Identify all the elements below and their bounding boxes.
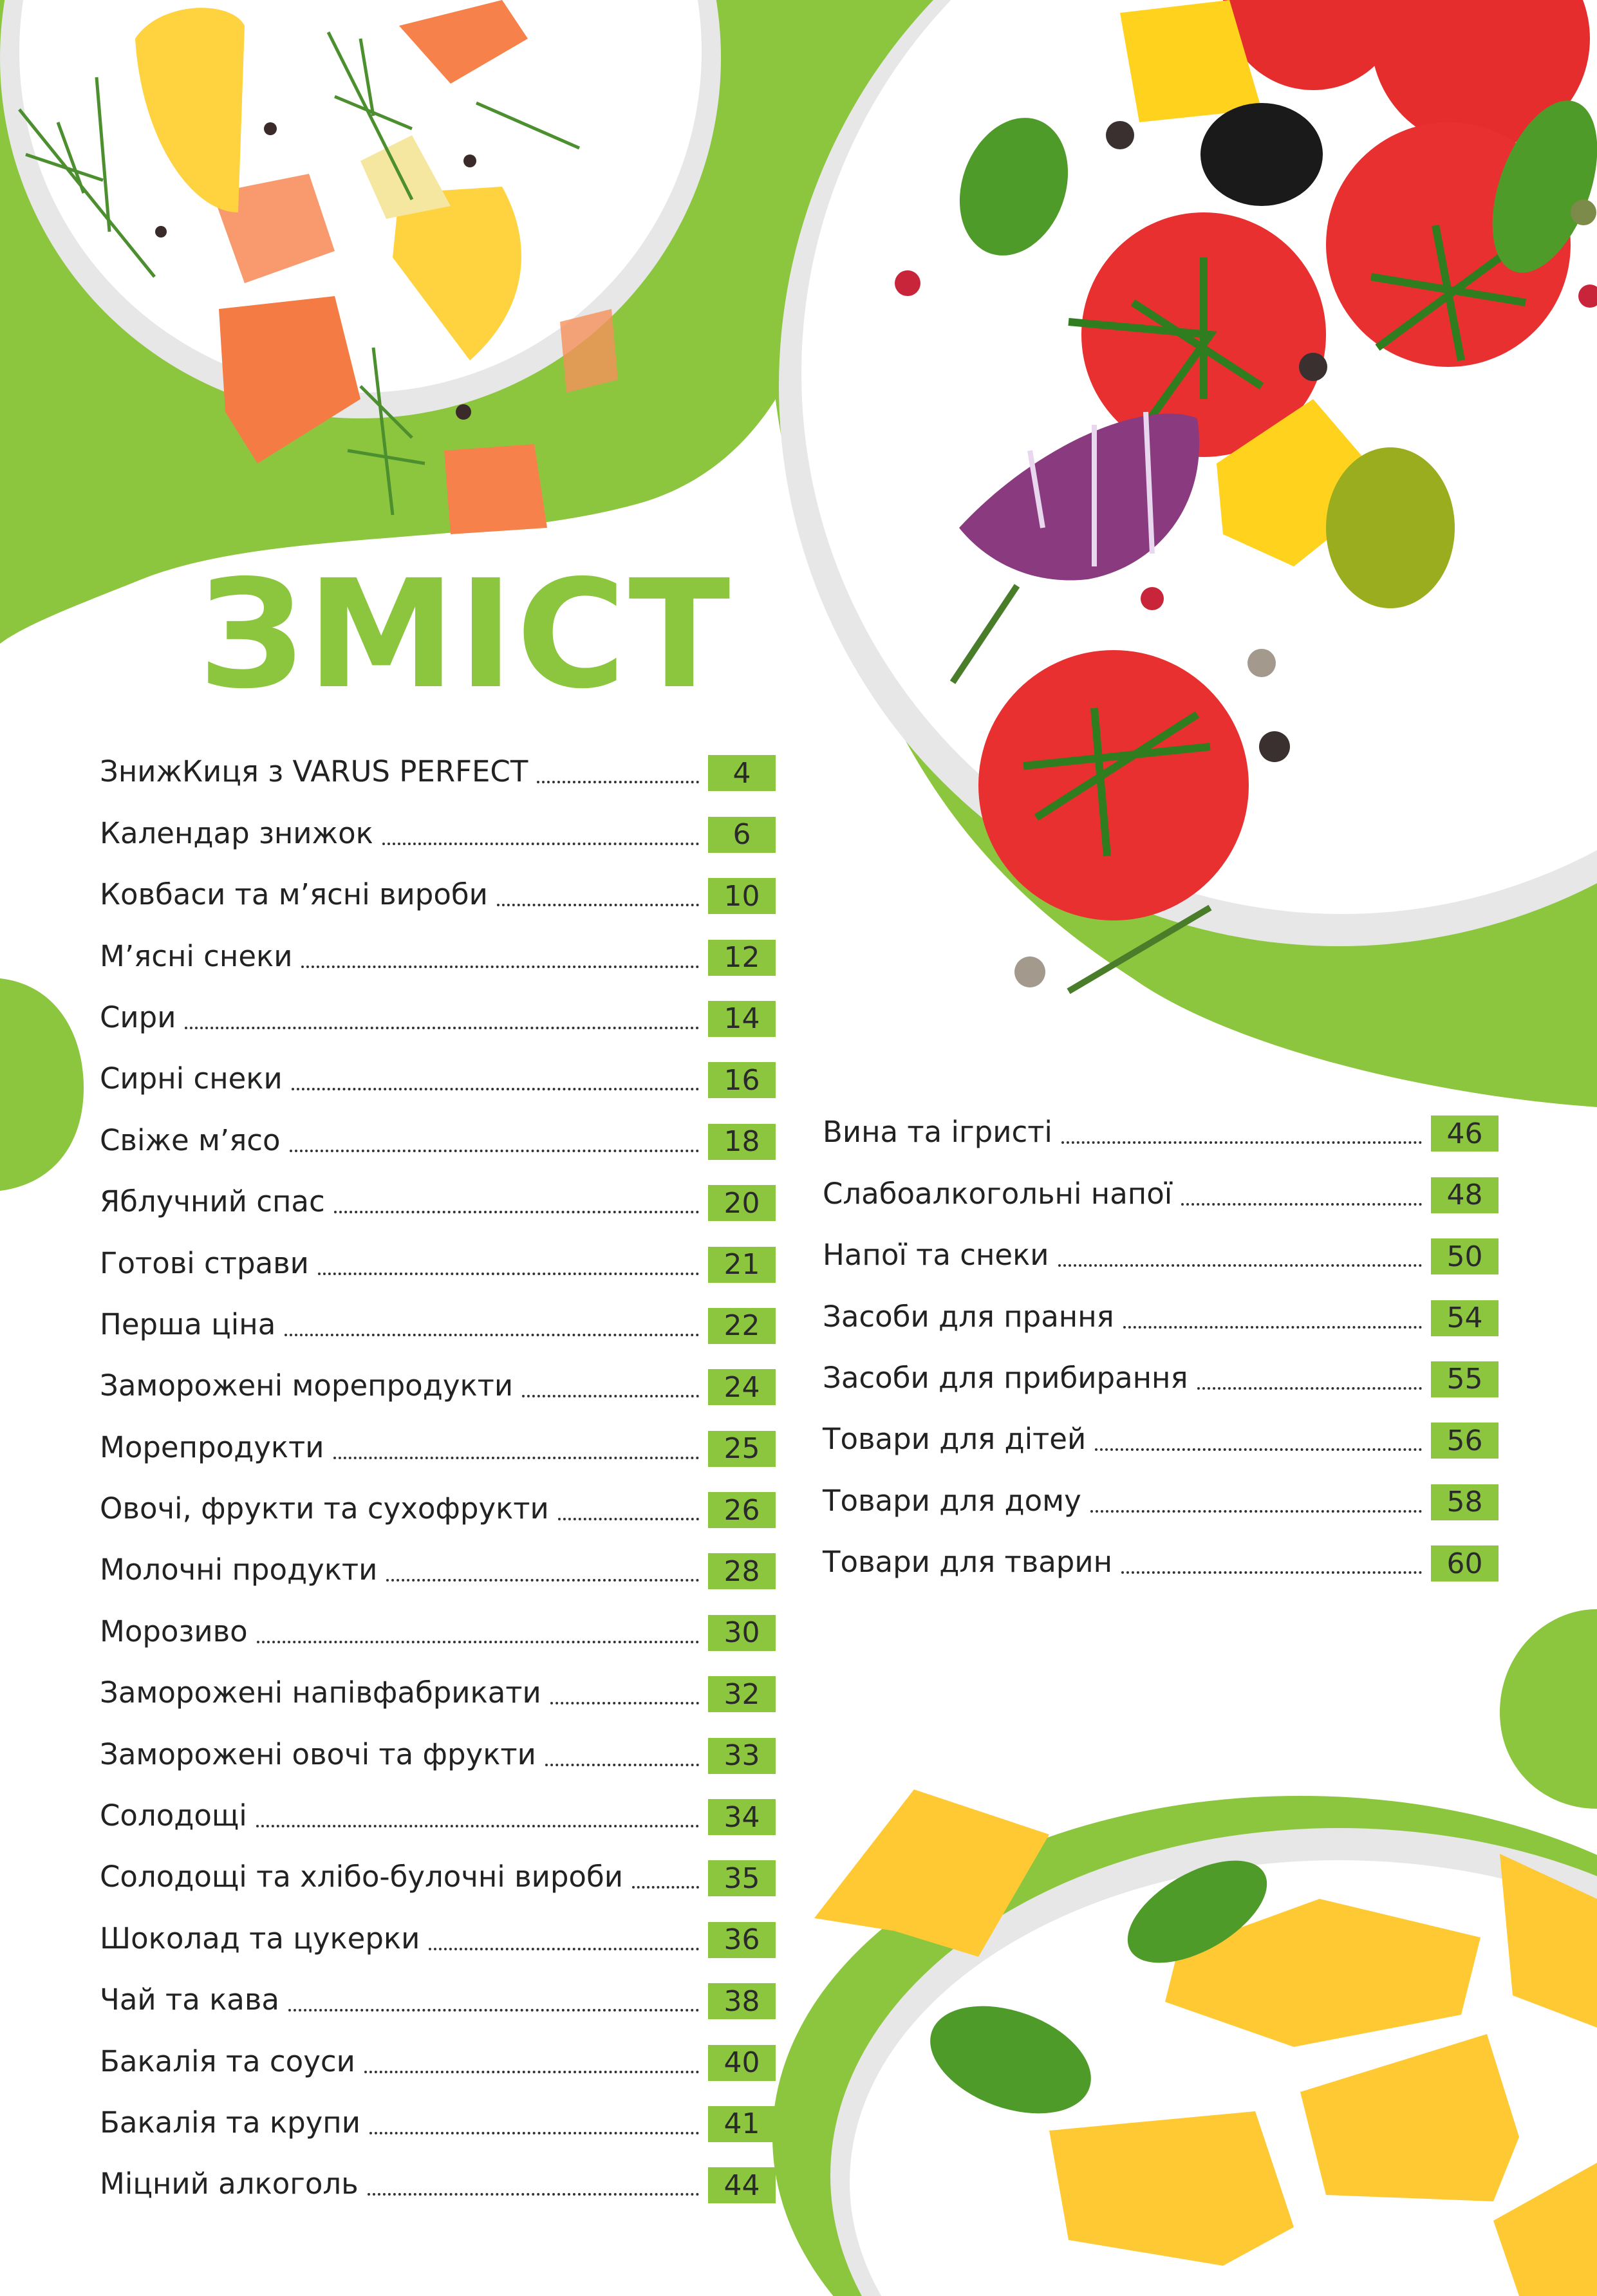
- page-number-badge: 41: [708, 2106, 776, 2142]
- toc-entry[interactable]: [823, 1462, 1499, 1524]
- page-number-badge: 56: [1431, 1423, 1499, 1459]
- dot-leader: [256, 1825, 699, 1827]
- toc-entry-label: Товари для тварин: [823, 1545, 1113, 1580]
- dot-leader: [558, 1518, 699, 1520]
- page-number-badge: 4: [708, 755, 776, 791]
- toc-entry[interactable]: [100, 2085, 776, 2146]
- toc-entry[interactable]: [100, 2023, 776, 2084]
- dot-leader: [545, 1764, 699, 1766]
- toc-entry-label: Солодощі та хлібо-булочні вироби: [100, 1860, 623, 1894]
- toc-entry-label: Слабоалкогольні напої: [823, 1176, 1173, 1211]
- dot-leader: [1090, 1510, 1422, 1513]
- toc-entry-label: Бакалія та соуси: [100, 2044, 355, 2078]
- toc-entry[interactable]: [823, 1340, 1499, 1401]
- table-of-contents-left: [100, 734, 776, 2207]
- dot-leader: [386, 1579, 699, 1582]
- toc-entry-label: Календар знижок: [100, 816, 373, 850]
- page-number-badge: 54: [1431, 1300, 1499, 1336]
- toc-entry[interactable]: [100, 1225, 776, 1286]
- page-number-badge: 55: [1431, 1361, 1499, 1397]
- page-number-badge: 30: [708, 1615, 776, 1651]
- page-number-badge: 18: [708, 1124, 776, 1160]
- toc-entry[interactable]: [100, 1041, 776, 1102]
- toc-entry[interactable]: [100, 857, 776, 918]
- toc-entry[interactable]: [100, 1532, 776, 1593]
- page-number-badge: 36: [708, 1922, 776, 1958]
- toc-entry-label: М’ясні снеки: [100, 938, 293, 973]
- dot-leader: [364, 2071, 699, 2073]
- dot-leader: [301, 966, 699, 968]
- page-number-badge: 24: [708, 1369, 776, 1405]
- toc-entry-label: Свіже м’ясо: [100, 1123, 281, 1157]
- toc-entry-label: Сири: [100, 1000, 176, 1034]
- dot-leader: [334, 1211, 699, 1213]
- toc-entry-label: Товари для дітей: [823, 1422, 1087, 1457]
- dot-leader: [550, 1702, 699, 1704]
- page-number-badge: 46: [1431, 1115, 1499, 1152]
- toc-entry[interactable]: [100, 1655, 776, 1716]
- toc-entry[interactable]: [100, 1102, 776, 1163]
- dot-leader: [368, 2193, 699, 2196]
- page-number-badge: 34: [708, 1799, 776, 1835]
- toc-entry[interactable]: [100, 1716, 776, 1777]
- page-number-badge: 26: [708, 1492, 776, 1528]
- dot-leader: [185, 1027, 699, 1029]
- page-number-badge: 48: [1431, 1177, 1499, 1213]
- page-number-badge: 50: [1431, 1238, 1499, 1274]
- toc-entry[interactable]: [100, 1287, 776, 1348]
- dot-leader: [257, 1641, 699, 1643]
- dot-leader: [632, 1886, 699, 1889]
- toc-entry-label: Заморожені морепродукти: [100, 1368, 514, 1403]
- dot-leader: [290, 1150, 699, 1152]
- page-number-badge: 25: [708, 1431, 776, 1467]
- page-number-badge: 21: [708, 1247, 776, 1283]
- page-number-badge: 22: [708, 1308, 776, 1344]
- toc-entry-label: Морепродукти: [100, 1430, 324, 1464]
- dot-leader: [497, 904, 699, 906]
- page-number-badge: 58: [1431, 1484, 1499, 1520]
- dot-leader: [333, 1457, 699, 1459]
- toc-entry[interactable]: [823, 1278, 1499, 1339]
- toc-entry-label: Міцний алкоголь: [100, 2167, 359, 2201]
- toc-entry[interactable]: [823, 1401, 1499, 1462]
- toc-entry[interactable]: [100, 795, 776, 856]
- toc-entry-label: Овочі, фрукти та сухофрукти: [100, 1491, 549, 1526]
- dot-leader: [292, 1088, 699, 1090]
- dot-leader: [522, 1395, 699, 1397]
- page-number-badge: 6: [708, 817, 776, 853]
- dot-leader: [1181, 1203, 1422, 1206]
- dot-leader: [1095, 1448, 1422, 1451]
- toc-entry[interactable]: [100, 1409, 776, 1470]
- toc-entry[interactable]: [100, 1471, 776, 1532]
- dot-leader: [1058, 1264, 1422, 1267]
- toc-entry-label: Чай та кава: [100, 1983, 279, 2017]
- toc-entry[interactable]: [100, 1962, 776, 2023]
- toc-entry-label: Яблучний спас: [100, 1184, 325, 1219]
- page-number-badge: 38: [708, 1983, 776, 2019]
- page-number-badge: 12: [708, 940, 776, 976]
- toc-entry[interactable]: [823, 1155, 1499, 1217]
- page-number-badge: 32: [708, 1676, 776, 1712]
- page-number-badge: 16: [708, 1062, 776, 1098]
- page-number-badge: 40: [708, 2045, 776, 2081]
- dot-leader: [1197, 1387, 1422, 1390]
- toc-entry[interactable]: [100, 1164, 776, 1225]
- toc-entry-label: Перша ціна: [100, 1307, 276, 1341]
- toc-entry-label: Заморожені овочі та фрукти: [100, 1737, 536, 1771]
- page-number-badge: 44: [708, 2167, 776, 2203]
- toc-entry-label: Товари для дому: [823, 1483, 1081, 1518]
- table-of-contents-right: [823, 1094, 1499, 1585]
- toc-entry-label: Засоби для прання: [823, 1299, 1114, 1334]
- page-number-badge: 60: [1431, 1545, 1499, 1582]
- bottom-right-plate: [814, 1789, 1597, 2296]
- toc-entry-label: Бакалія та крупи: [100, 2105, 360, 2140]
- toc-entry[interactable]: [100, 734, 776, 795]
- dot-leader: [285, 1334, 699, 1336]
- toc-entry[interactable]: [100, 2146, 776, 2207]
- page-title: ЗМІСТ: [198, 548, 733, 722]
- dot-leader: [369, 2132, 699, 2134]
- toc-entry[interactable]: [823, 1524, 1499, 1585]
- dot-leader: [1121, 1571, 1422, 1574]
- page-number-badge: 20: [708, 1185, 776, 1221]
- toc-entry-label: Напої та снеки: [823, 1238, 1049, 1273]
- toc-entry[interactable]: [100, 1348, 776, 1409]
- page-number-badge: 14: [708, 1001, 776, 1037]
- toc-entry-label: Готові страви: [100, 1246, 309, 1280]
- toc-entry[interactable]: [100, 1900, 776, 1961]
- toc-entry[interactable]: [100, 1593, 776, 1654]
- top-right-plate: [779, 0, 1597, 991]
- dot-leader: [429, 1948, 699, 1950]
- toc-entry[interactable]: [100, 1839, 776, 1900]
- toc-entry[interactable]: [100, 980, 776, 1041]
- toc-entry[interactable]: [100, 1778, 776, 1839]
- page-number-badge: 28: [708, 1553, 776, 1589]
- dot-leader: [537, 781, 699, 783]
- toc-entry-label: Заморожені напівфабрикати: [100, 1675, 541, 1710]
- toc-entry-label: Сирні снеки: [100, 1061, 283, 1096]
- page-number-badge: 33: [708, 1738, 776, 1774]
- toc-entry-label: Солодощі: [100, 1798, 247, 1833]
- dot-leader: [318, 1273, 699, 1275]
- toc-entry-label: Вина та ігристі: [823, 1115, 1052, 1150]
- toc-entry[interactable]: [100, 918, 776, 979]
- toc-entry-label: Молочні продукти: [100, 1553, 378, 1587]
- toc-entry-label: Ковбаси та м’ясні вироби: [100, 877, 488, 912]
- toc-entry-label: Морозиво: [100, 1614, 248, 1648]
- toc-entry-label: Засоби для прибирання: [823, 1360, 1188, 1395]
- dot-leader: [288, 2009, 699, 2011]
- page-number-badge: 10: [708, 878, 776, 914]
- toc-entry-label: Шоколад та цукерки: [100, 1921, 420, 1955]
- toc-entry[interactable]: [823, 1094, 1499, 1155]
- toc-entry[interactable]: [823, 1217, 1499, 1278]
- dot-leader: [382, 843, 699, 845]
- dot-leader: [1123, 1326, 1422, 1329]
- toc-entry-label: ЗнижКиця з VARUS PERFECT: [100, 754, 528, 789]
- dot-leader: [1061, 1141, 1422, 1144]
- page-number-badge: 35: [708, 1860, 776, 1896]
